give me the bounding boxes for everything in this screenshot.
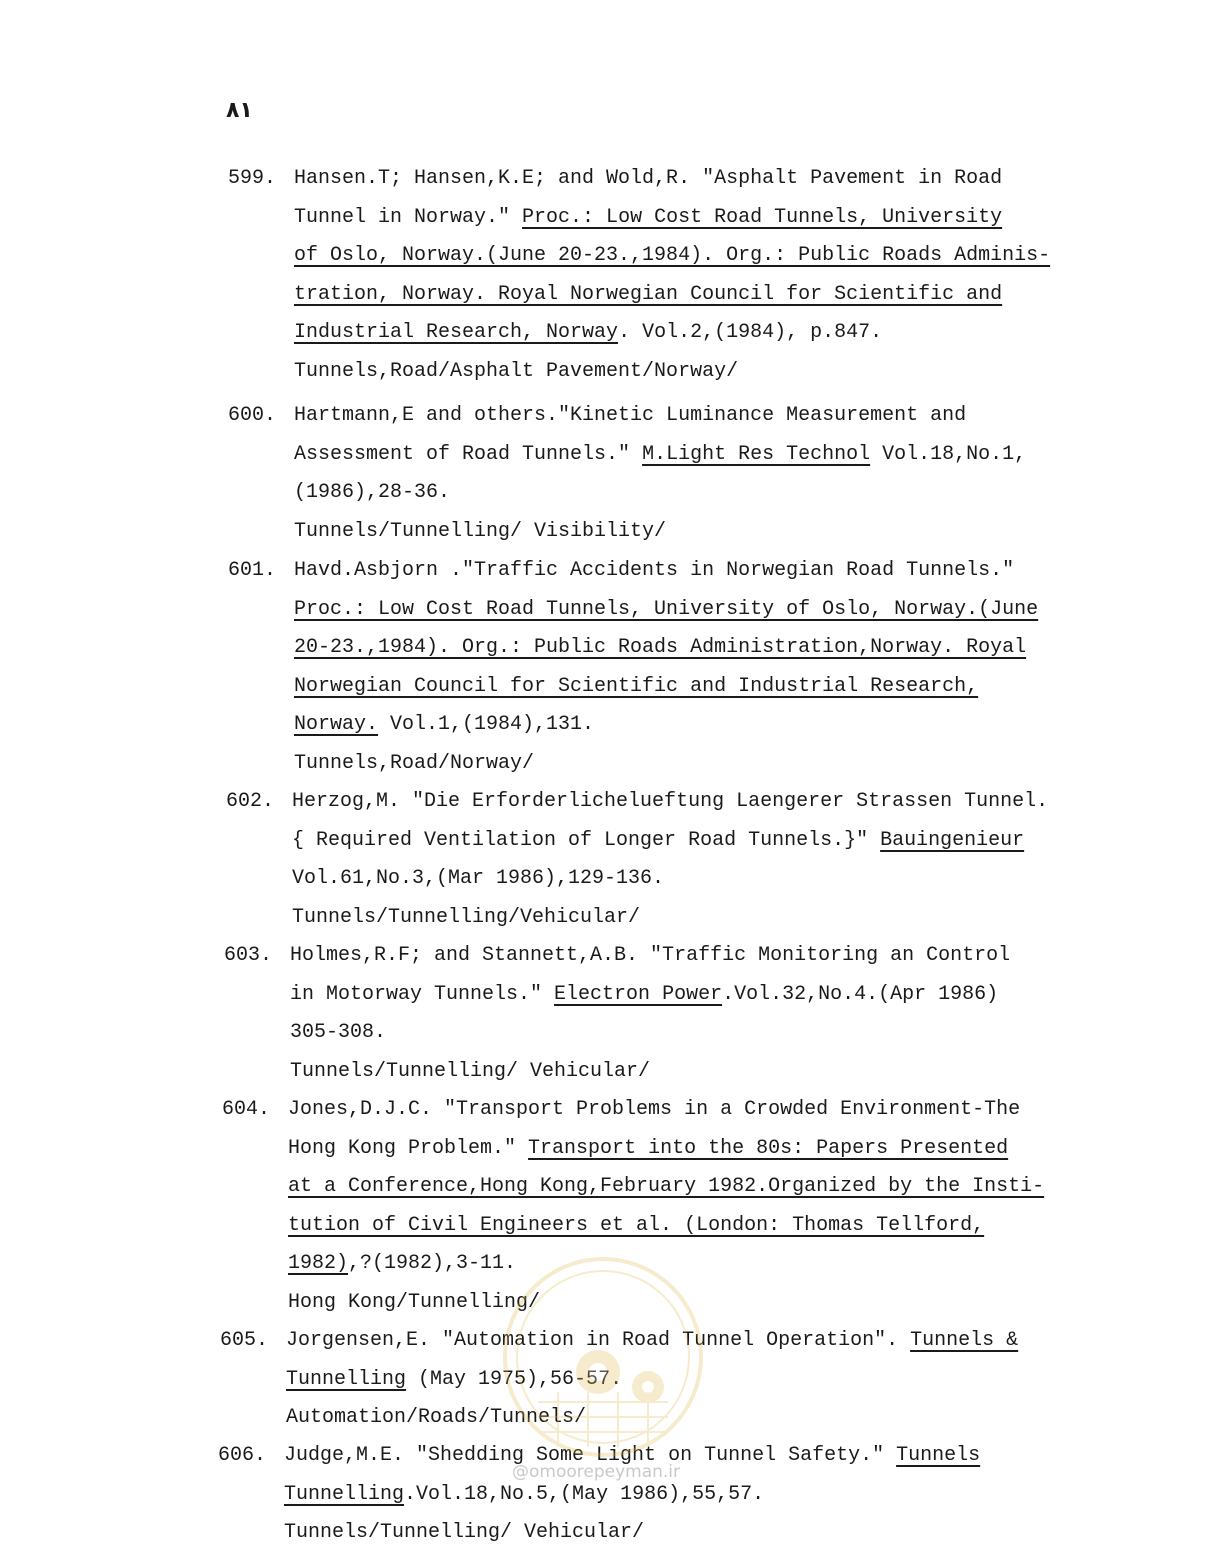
entry-text: .Vol.18,No.5,(May 1986),55,57. <box>404 1482 765 1506</box>
entry-source-title: 1982) <box>288 1252 349 1275</box>
entry-line <box>222 1091 1122 1130</box>
entry-line <box>226 822 1126 861</box>
entry-line <box>222 1284 1122 1323</box>
entry-line <box>224 1053 1124 1092</box>
entry-line <box>228 160 1128 199</box>
entry-source-title: M.Light Res Technol <box>642 442 871 466</box>
entry-text: Hartmann,E and others."Kinetic Luminance Measurement and <box>294 404 967 427</box>
entry-text: Hong Kong Problem." <box>288 1136 529 1160</box>
entry-text: Jorgensen,E. "Automation in Road Tunnel Operation". <box>286 1329 911 1352</box>
entry-line <box>228 668 1128 707</box>
entry-line <box>228 353 1128 392</box>
entry-number: 600. <box>228 404 277 427</box>
entry-source-title: Industrial Research, Norway <box>294 321 619 344</box>
entry-line <box>228 436 1128 475</box>
entry-text: Tunnels/Tunnelling/ Vehicular/ <box>290 1059 651 1083</box>
entry-text: Judge,M.E. "Shedding Some Light on Tunnel Safety." <box>284 1444 897 1467</box>
entry-number: 599. <box>228 167 277 190</box>
entry-text: (May 1975),56-57. <box>406 1367 623 1391</box>
entry-source-title: at a Conference,Hong Kong,February 1982.Organized by the Insti- <box>288 1175 1045 1198</box>
bibliography-entry <box>226 783 1126 937</box>
entry-line <box>222 1130 1122 1169</box>
entry-text: Tunnel in Norway." <box>294 205 523 229</box>
bibliography-entry <box>228 552 1128 783</box>
entry-line <box>228 513 1128 552</box>
entry-line <box>228 591 1128 630</box>
entry-text: Vol.61,No.3,(Mar 1986),129-136. <box>292 867 665 890</box>
entry-line <box>228 706 1128 745</box>
entry-text: Tunnels/Tunnelling/ Vehicular/ <box>284 1521 645 1544</box>
entry-source-title: of Oslo, Norway.(June 20-23.,1984). Org.: Public Roads Adminis- <box>294 244 1051 267</box>
bibliography-entry <box>218 1437 1118 1553</box>
bibliography-entry <box>224 937 1124 1091</box>
entry-text: Tunnels/Tunnelling/Vehicular/ <box>292 905 641 929</box>
entry-line <box>220 1361 1120 1400</box>
entry-line <box>228 314 1128 353</box>
entry-text: Vol.18,No.1, <box>870 442 1027 466</box>
entry-line <box>222 1168 1122 1207</box>
entry-text: Hong Kong/Tunnelling/ <box>288 1290 541 1314</box>
entry-text: Tunnels,Road/Asphalt Pavement/Norway/ <box>294 359 739 383</box>
entry-line <box>224 1014 1124 1053</box>
entry-line <box>226 860 1126 899</box>
page-number: ٨١ <box>226 98 253 123</box>
entry-line <box>228 745 1128 784</box>
entry-text: Havd.Asbjorn ."Traffic Accidents in Norwegian Road Tunnels." <box>294 559 1015 582</box>
entry-source-title: Tunnels & <box>910 1329 1019 1352</box>
entry-source-title: Proc.: Low Cost Road Tunnels, University <box>522 205 1003 229</box>
entry-text: Automation/Roads/Tunnels/ <box>286 1406 587 1429</box>
entry-number: 601. <box>228 559 277 582</box>
entry-source-title: Electron Power <box>554 982 723 1006</box>
entry-text: . Vol.2,(1984), p.847. <box>618 321 883 344</box>
entry-line <box>228 237 1128 276</box>
entry-source-title: Norway. <box>294 713 379 736</box>
entry-line <box>222 1245 1122 1284</box>
entry-text: Jones,D.J.C. "Transport Problems in a Crowded Environment-The <box>288 1098 1021 1121</box>
entry-line <box>218 1514 1118 1553</box>
entry-line <box>228 474 1128 513</box>
entry-text: Herzog,M. "Die Erforderlicheluеftung Laengerer Strassen Tunnel. <box>292 790 1049 813</box>
entry-line <box>228 397 1128 436</box>
entry-line <box>220 1399 1120 1438</box>
entry-number: 606. <box>218 1444 267 1467</box>
entry-source-title: Tunnelling <box>284 1482 405 1506</box>
entry-number: 604. <box>222 1098 271 1121</box>
entry-line <box>224 937 1124 976</box>
entry-line <box>228 629 1128 668</box>
entry-text: Hansen.T; Hansen,K.E; and Wold,R. "Asphalt Pavement in Road <box>294 167 1003 190</box>
entry-number: 602. <box>226 790 275 813</box>
entry-text: Assessment of Road Tunnels." <box>294 442 643 466</box>
entry-text: ,?(1982),3-11. <box>348 1252 517 1275</box>
entry-line <box>226 899 1126 938</box>
entry-line <box>220 1322 1120 1361</box>
entry-source-title: 20-23.,1984). Org.: Public Roads Administration,Norway. Royal <box>294 636 1027 659</box>
entry-source-title: tution of Civil Engineers et al. (London: Thomas Tellford, <box>288 1213 985 1237</box>
entry-source-title: Tunnels <box>896 1444 981 1467</box>
entry-text: Tunnels/Tunnelling/ Visibility/ <box>294 519 667 543</box>
bibliography-entry <box>220 1322 1120 1438</box>
entry-source-title: Transport into the 80s: Papers Presented <box>528 1136 1009 1160</box>
entry-text: in Motorway Tunnels." <box>290 982 555 1006</box>
bibliography-entry <box>228 160 1128 391</box>
entry-number: 605. <box>220 1329 269 1352</box>
entry-text: { Required Ventilation of Longer Road Tunnels.}" <box>292 828 881 852</box>
entry-source-title: Bauingenieur <box>880 828 1025 852</box>
entry-line <box>222 1207 1122 1246</box>
entry-line <box>224 976 1124 1015</box>
entry-number: 603. <box>224 944 273 967</box>
entry-line <box>228 199 1128 238</box>
entry-source-title: Proc.: Low Cost Road Tunnels, University of Oslo, Norway.(June <box>294 597 1039 621</box>
entry-source-title: Tunnelling <box>286 1367 407 1391</box>
entry-text: .Vol.32,No.4.(Apr 1986) <box>722 982 999 1006</box>
entry-text: Tunnels,Road/Norway/ <box>294 751 535 775</box>
bibliography-entry <box>228 397 1128 551</box>
entry-text: (1986),28-36. <box>294 481 451 504</box>
entry-line <box>226 783 1126 822</box>
bibliography-entry <box>222 1091 1122 1322</box>
entry-line <box>228 276 1128 315</box>
entry-text: Holmes,R.F; and Stannett,A.B. "Traffic Monitoring an Control <box>290 944 1011 967</box>
entry-text: 305-308. <box>290 1021 387 1044</box>
entry-source-title: tration, Norway. Royal Norwegian Council for Scientific and <box>294 282 1003 306</box>
watermark-text: @omoorepeyman.ir <box>512 1462 681 1482</box>
entry-source-title: Norwegian Council for Scientific and Industrial Research, <box>294 674 979 698</box>
entry-text: Vol.1,(1984),131. <box>378 713 595 736</box>
entry-line <box>228 552 1128 591</box>
